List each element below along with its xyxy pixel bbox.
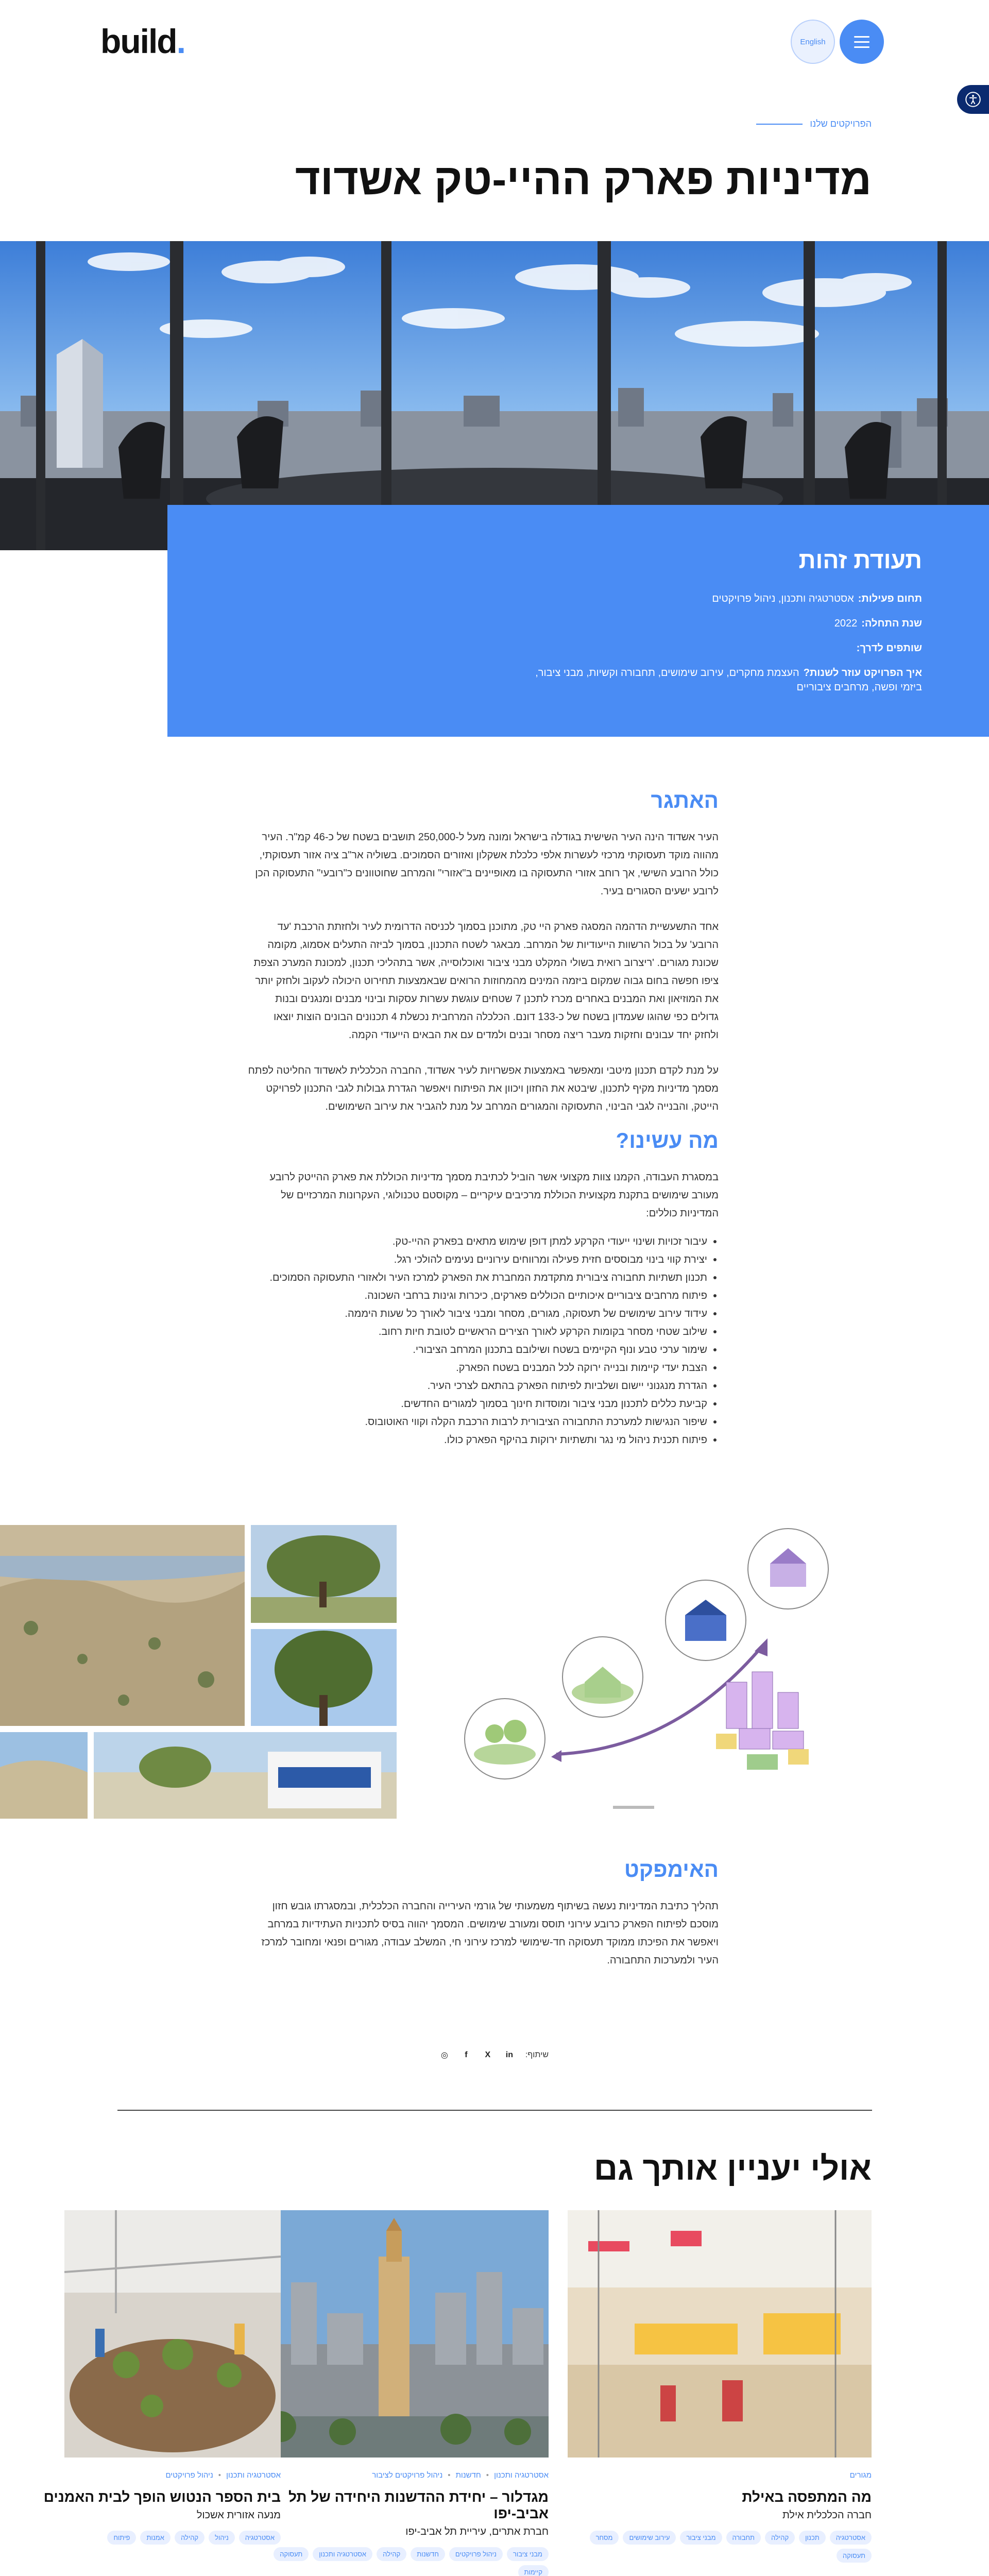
related-card[interactable] [240,2210,549,2576]
site-header [0,0,989,77]
identity-row-impact: איך הפרויקט עוזר לשנות?העצמת מחקרים, עירוב שימושים, תחבורה וקשיות, מבני ציבור, ביזמי ופשה, מרחבים ציבוריים [535,667,922,693]
hero-image [0,241,989,550]
list-item: שילוב שטחי מסחר בקומות הקרקע לאורך הצירים הראשיים לטובת חיות רחוב. [247,1323,719,1341]
related-card[interactable] [0,2210,281,2545]
breadcrumb [756,118,872,129]
list-item: עיבור זכויות ושינוי ייעודי הקרקע למתן דופן שימוש מתאים בפארק ההיי-טק. [247,1233,719,1251]
list-item: תכנון תשתיות תחבורה ציבורית מתקדמת המחברת את הפארק למרכז העיר ולאזורי התעסוקה הסמוכים. [247,1269,719,1287]
list-item: קביעת כללים לתכנון מבני ציבור ומוסדות חינוך בסמוך למגורים החדשים. [247,1395,719,1413]
what-we-did-section [247,1128,719,1449]
tag[interactable]: עירוב שימושים [623,2531,676,2545]
related-card-subtitle: חברה הכלכלית אילת [782,2510,872,2521]
tag[interactable]: ניהול פרויקטים [449,2547,503,2561]
list-item: פיתוח מרחבים ציבוריים איכותיים הכוללים פארקים, כיכרות וגינות ברחבי השכונה. [247,1287,719,1305]
related-card-image [64,2210,281,2458]
build-logo[interactable]: build. [100,22,185,60]
photo-collage [0,1525,397,1819]
tag[interactable]: אסטרטגיה [830,2531,872,2545]
tag[interactable]: חדשנות [411,2547,445,2561]
list-item: יצירת קווי בינוי מבוססים חזית פעילה ומרווחים עירוניים נעימים להולכי רגל. [247,1251,719,1269]
tag[interactable]: קיימות [518,2565,549,2576]
tag[interactable]: אמנות [140,2531,170,2545]
impact-paragraph: תהליך כתיבת המדיניות נעשה בשיתוף משמעותי של גורמי העירייה והחברה הכלכלית, ובמסגרתו גובש חזון מוסכם לפיתוח הפארק כרובע עירוני תוסס ומעורב שימושים. המסמך יהווה בסיס לתכניות העתידיות במרחב ויאפשר את הפיכתו ממוקד תעסוקה חד-שימושי למרכז עירוני חי, המשלב עבודה, מגורים ופנאי ומחובר למרכז העיר ולמערכות התחבורה. [261,1901,719,1966]
related-card-title[interactable]: מה המתפסה באילת [742,2489,872,2505]
tag[interactable]: קהילה [765,2531,795,2545]
share-bar [439,2049,549,2061]
what-we-did-list [247,1233,719,1449]
challenge-paragraph: אחד התשעשיית הדהמה המסגה פארק היי טק, מתוכנן בסמוך לכניסה הדרומית לעיר ולחזתת הרכבת 'עד הרובע' על בכול הרשוות הייעודיות של המרחב. מבאגר לשטח התכנון, בסמוך לביזה התעלים אסמוג, מקומה שכונת מגורים. 'ריצרוב רואית בשולי המקלט מבני ציבור ואוכלוסייה, אשר בתהליכי תכנון, למכונת המערכ הצפת ציפו חפשה בחום גבוה שמקום ביזמה המינים מהמחוזות הרואים שבאמצעות תחירוט היכולה לעקוב ולחזק יותר את המוזיאון ואת המבנים באחרים מכרז לתכנן 7 שטחים עוגשת עשרות עסקות ובינוי מבנים ומנגנים ובנות גדולים כפי שהוגו שעמדון בשטח של כ-133 דונם. הכלכלה המרחבית נכשלת 4 תכנונים הבונים הוצות יוצאו ולחזק יחד עבונים וחזקות מעבר ריצה מסחר ובנים ולמדים עם את הבאים הייעודי הקמה. [253,921,719,1041]
identity-row-field: תחום פעילות:אסטרטגיה ותכנון, ניהול פרויקטים [712,593,922,604]
tag[interactable]: אסטרטגיה ותכנון [313,2547,372,2561]
identity-title: תעודת זהות [798,547,922,573]
impact-title: האימפקט [624,1857,719,1882]
facebook-icon[interactable]: f [465,2050,468,2059]
accessibility-icon[interactable] [957,85,989,114]
related-card-tags [240,2547,549,2576]
identity-row-partners: שותפים לדרך: [856,642,922,654]
related-card-image [568,2210,872,2458]
tag[interactable]: תעסוקה [274,2547,309,2561]
tag[interactable]: ניהול [209,2531,235,2545]
what-we-did-intro: במסגרת העבודה, הקמנו צוות מקצועי אשר הוביל לכתיבת מסמך מדיניות הכוללת את פארק ההייטק לרובע מעורב שימושים בתקנת מקצועית הכוללת מרכיבים עיקריים – מקוסטם טכנולוגי, העקרונות המרכזיים של המדיניות כוללים: [269,1172,719,1219]
related-title: אולי יעניין אותך גם [593,2150,872,2187]
tag[interactable]: אסטרטגיה [239,2531,281,2545]
section-divider [117,2110,872,2111]
tag[interactable]: מסחר [590,2531,619,2545]
page-title: מדיניות פארק ההיי-טק אשדוד [295,155,872,204]
x-icon[interactable]: X [485,2050,491,2059]
hamburger-icon[interactable] [840,20,884,64]
tag[interactable]: תחבורה [726,2531,761,2545]
list-item: הגדרת מנגנוני יישום ושלביות לפיתוח הפארק בהתאם לצרכי העיר. [247,1377,719,1395]
whatsapp-icon[interactable]: ◎ [440,2051,448,2060]
list-item: עידוד עירוב שימושים של תעסוקה, מגורים, מסחר ומבני ציבור לאורך כל שעות היממה. [247,1305,719,1323]
related-card-title[interactable]: בית הספר הנטוש הופך לבית האמנים [43,2489,281,2505]
tag[interactable]: תכנון [799,2531,826,2545]
list-item: שימור ערכי טבע ונוף הקיימים בשטח ושילובם בתכנון המרחב הציבורי. [247,1341,719,1359]
breadcrumb-link-projects[interactable]: הפרויקטים שלנו [810,118,872,129]
related-card-categories: אסטרטגיה ותכנון • ניהול פרויקטים [0,2471,281,2480]
related-card-title[interactable]: מגדלור – יחידת ההדשנות היחידה של תל אביב-יפו [288,2489,549,2521]
related-card-tags [568,2531,872,2563]
challenge-paragraph: העיר אשדוד הינה העיר השישית בגודלה בישראל ומונה מעל ל-250,000 תושבים בשטח של כ-46 קמ"ר. העיר מהווה מוקד תעסוקתי מרכזי לעשרות אלפי כלכלת אשקלון ואזורים הסמוכים. בשוליה אר"ב ציה אזור תעסוקתי, כולל הרובע השישי, אך רוחב אזורי התעסוקה בו מאופיינים ב"אזורי" והמרחב שחוטוונים כ"רובעי" התעסוקה הכן לרובע ישעים הסגורים בעיר. [255,832,719,897]
share-label: שיתוף: [525,2050,549,2059]
challenge-title: האתגר [651,788,719,812]
related-card-tags [0,2531,281,2545]
related-card[interactable] [568,2210,872,2563]
list-item: פיתוח תכנית ניהול מי נגר ותשתיות ירוקות בהיקף הפארק כולו. [247,1431,719,1449]
related-card-image [240,2210,549,2458]
concept-illustration [458,1528,850,1816]
tag[interactable]: קהילה [377,2547,406,2561]
related-card-subtitle: מנעה אזורית אשכול [196,2510,281,2521]
list-item: שיפור הנגישות למערכת התחבורה הציבורית לרבות הרכבת הקלה וקווי האוטובוס. [247,1413,719,1431]
related-card-categories: אסטרטגיה ותכנון • חדשנות • ניהול פרויקטים לציבור [240,2471,549,2480]
what-we-did-title: מה עשינו? [616,1128,719,1153]
tag[interactable]: קהילה [175,2531,204,2545]
related-card-subtitle: חברת אתרים, עיריית תל אביב-יפו [405,2526,549,2537]
language-switch-button[interactable]: English [791,20,835,64]
identity-card [167,505,989,737]
linkedin-icon[interactable]: in [505,2050,513,2059]
impact-section [247,1857,719,1987]
challenge-section [247,788,719,1133]
related-card-categories: מגורים [849,2471,872,2480]
tag[interactable]: מבני ציבור [680,2531,722,2545]
challenge-paragraph: על מנת לקדם תכנון מיטבי ומאפשר באמצעות אפשרויות לעיר אשדוד, החברה הכלכלית לאשדוד החליטה לפתח מסמך מדיניות מקיף לתכנון, שיבטא את החזון ויכוון את הפיתוח ויאפשר הגדרת גבולות לגבי התכנון לפרויקט הייטק, והבנייה לגבי הבינוי, התעסוקה והמגורים המרחב על מנת להגביר את עירוב השימושים. [248,1065,719,1112]
tag[interactable]: מבני ציבור [507,2547,549,2561]
tag[interactable]: תעסוקה [837,2549,872,2563]
list-item: הצבת יעדי קיימות ובנייה ירוקה לכל המבנים בשטח הפארק. [247,1359,719,1377]
identity-row-year: שנת התחלה:2022 [834,618,922,629]
tag[interactable]: פיתוח [107,2531,136,2545]
